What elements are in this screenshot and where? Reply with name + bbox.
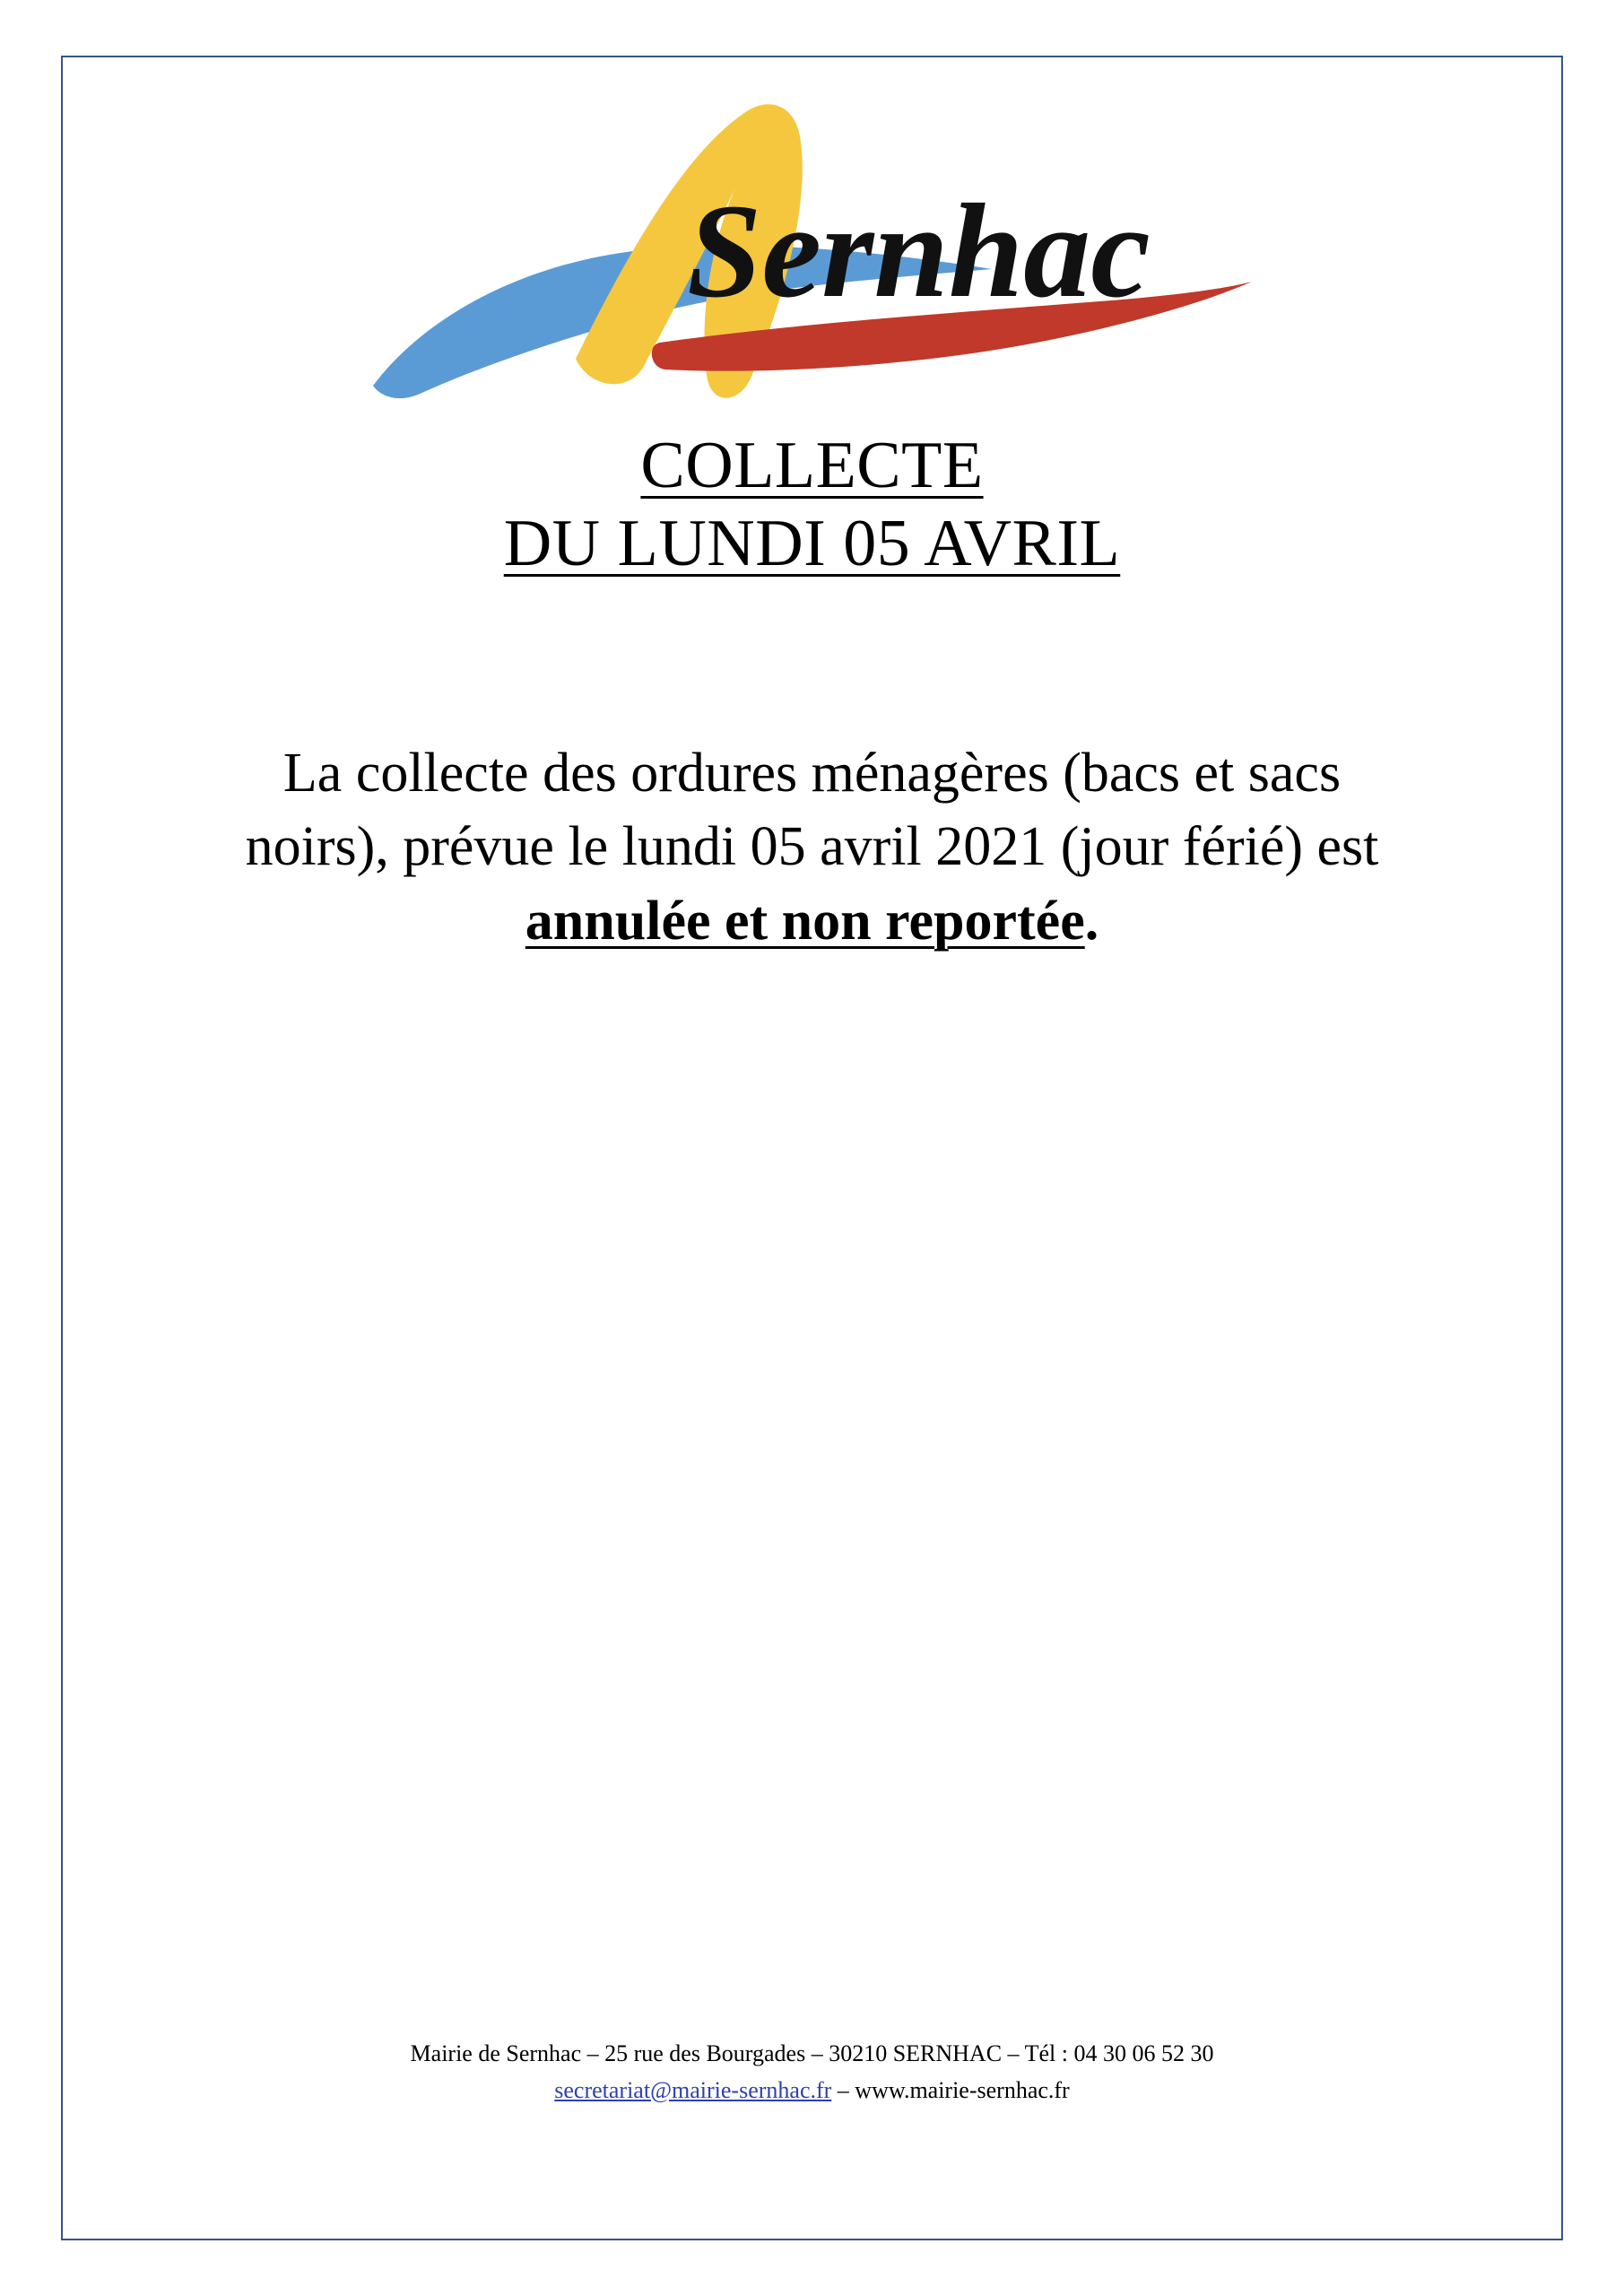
footer-separator: – [831,2077,855,2103]
notice-text-part1: La collecte des ordures ménagères (bacs et sacs noirs), prévue le lundi 05 avril 2021 (jour férié) est [245,742,1379,878]
logo-wordmark: Sernhac [686,177,1151,326]
notice-text-part2: . [1084,890,1099,952]
page-content [63,54,1561,2242]
notice-emphasis: annulée et non reportée [525,890,1085,952]
footer-contact-line [63,2073,1561,2108]
page-title [504,427,1121,584]
page-footer [63,2036,1561,2108]
title-line-1: COLLECTE [640,429,984,502]
website-text: www.mairie-sernhac.fr [855,2077,1070,2103]
notice-body [230,736,1395,958]
title-line-2: DU LUNDI 05 AVRIL [503,507,1121,581]
email-link[interactable]: secretariat@mairie-sernhac.fr [554,2077,832,2103]
logo-container [364,90,1261,413]
sernhac-logo-icon [364,90,1261,413]
footer-address-line: Mairie de Sernhac – 25 rue des Bourgades – 30210 SERNHAC – Tél : 04 30 06 52 30 [410,2040,1214,2066]
